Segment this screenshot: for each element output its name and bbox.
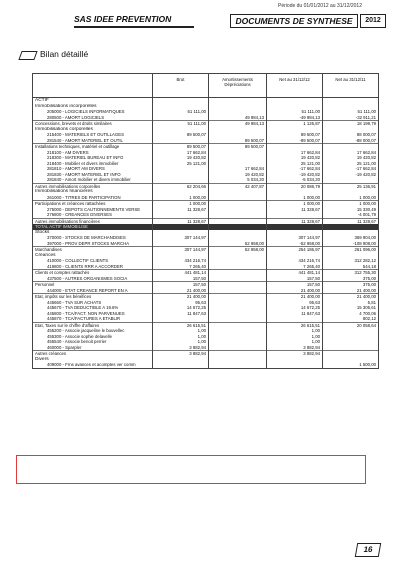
row-label: 455540 - Associe benoit perrier <box>33 339 153 345</box>
balance-sheet-table <box>32 73 379 369</box>
row-label: Divers <box>33 357 153 363</box>
row-value: 52 958,00 <box>209 241 267 247</box>
row-value: 157,50 <box>267 276 323 282</box>
row-value: 26 615,51 <box>153 322 209 328</box>
row-value: 1,00 <box>153 328 209 334</box>
row-label: 445870 - TCA/FACTURES A ETABLIR <box>33 316 153 322</box>
row-value: 375,00 <box>323 282 379 288</box>
row-label: 455300 - Associe sophie delavelle <box>33 334 153 340</box>
period-text: Période du 01/01/2012 au 31/12/2012 <box>278 3 362 9</box>
row-value: 51 111,00 <box>323 109 379 115</box>
row-value: 307 144,97 <box>153 247 209 253</box>
row-value: 51 111,00 <box>153 121 209 127</box>
row-label: 460000 - Sparpler <box>33 345 153 351</box>
row-label: 281830 - AMORT MATERIEL ET INFO <box>33 172 153 178</box>
row-value: 89 500,07 <box>209 144 267 150</box>
row-value: 95,63 <box>267 300 323 306</box>
row-value <box>267 362 323 368</box>
row-label: Personnel <box>33 282 153 288</box>
row-value: 15 330,49 <box>323 207 379 213</box>
row-label: 281810 - AMORT AM DIVERS <box>33 166 153 172</box>
document-year: 2012 <box>360 14 386 28</box>
row-value: 17 662,84 <box>323 150 379 156</box>
row-value: 14 672,25 <box>153 305 209 311</box>
row-value: 11 328,67 <box>267 218 323 224</box>
row-value: -19 420,82 <box>267 172 323 178</box>
row-label: 261000 - TITRES DE PARTICIPATION <box>33 195 153 201</box>
row-value: 5 034,20 <box>209 177 267 183</box>
row-value: 19 420,82 <box>323 155 379 161</box>
row-value: 3 882,94 <box>153 351 209 357</box>
row-label: 370000 - STOCKS DE MARCHANDISES <box>33 235 153 241</box>
row-value: -52 958,00 <box>267 241 323 247</box>
row-label: 445670 - TVA DEDUCTIBLE A 19.6% <box>33 305 153 311</box>
row-value: 1 000,00 <box>323 201 379 207</box>
row-value: 1 000,00 <box>153 201 209 207</box>
row-label: 445800 - TCA/FACT. NON PARVENUES <box>33 311 153 317</box>
row-value: 544,18 <box>323 264 379 270</box>
column-header-amortissements: Amortissements Dépréciations <box>209 74 267 98</box>
row-value: 62 204,66 <box>153 183 209 189</box>
table-header-row <box>33 74 379 98</box>
row-value: 11 847,63 <box>267 311 323 317</box>
column-header-net-2012: Net au 31/12/12 <box>267 74 323 98</box>
row-value: 434 216,74 <box>267 258 323 264</box>
row-label: 419800 - CLIENTS RRR A ACCORDER <box>33 264 153 270</box>
row-value: 52 958,00 <box>209 247 267 253</box>
row-value: 21 400,00 <box>267 288 323 294</box>
row-value <box>153 362 209 368</box>
row-value: 11 328,67 <box>153 218 209 224</box>
row-value: 20 086,79 <box>267 183 323 189</box>
row-value: 21 400,00 <box>323 288 379 294</box>
section-marker-icon <box>18 51 37 60</box>
row-label: Marchandises <box>33 247 153 253</box>
row-label: 215400 - MATERIELS ET OUTILLAGES <box>33 132 153 138</box>
row-value: 375,00 <box>323 276 379 282</box>
row-value: 49 984,13 <box>209 121 267 127</box>
row-value: -17 662,84 <box>267 166 323 172</box>
row-label: 276800 - CREANCES DIVERSES <box>33 212 153 218</box>
row-label: 444000 - ETAT CREANCE REPORT EN A <box>33 288 153 294</box>
row-label: Autres immobilisations financières <box>33 218 153 224</box>
row-value: 11 328,67 <box>267 207 323 213</box>
row-value: 4 700,06 <box>323 311 379 317</box>
row-value: 1,00 <box>267 328 323 334</box>
row-label: Participations et créances rattachées <box>33 201 153 207</box>
row-label: Clients et comptes rattachés <box>33 270 153 276</box>
row-value: 254 186,97 <box>267 247 323 253</box>
row-value: 19 420,82 <box>153 155 209 161</box>
row-value: 1 000,00 <box>153 195 209 201</box>
row-value: 157,50 <box>153 282 209 288</box>
row-value: 11 328,67 <box>153 207 209 213</box>
row-label: 445660 - TVA SUR ACHATS <box>33 300 153 306</box>
row-label: 275000 - DEPOTS CAUTIONNEMENTS VERSE <box>33 207 153 213</box>
row-value: 3 882,94 <box>267 345 323 351</box>
row-value: 19 420,82 <box>209 172 267 178</box>
row-value: 261 096,00 <box>323 247 379 253</box>
row-value: 17 662,84 <box>153 150 209 156</box>
row-value: 307 144,97 <box>153 235 209 241</box>
row-label: 205000 - LOGICIELS INFORMATIQUES <box>33 109 153 115</box>
row-label: Autres immobilisations corporelles <box>33 183 153 189</box>
row-value: 49 984,13 <box>209 115 267 121</box>
row-value: 307 144,97 <box>267 235 323 241</box>
row-label: Etat, impôts sur les bénéfices <box>33 294 153 300</box>
row-value: -4 001,79 <box>323 212 379 218</box>
row-label: Immobilisations corporelles <box>33 127 153 133</box>
row-label: 455200 - Associe jacqueline le bouvellec <box>33 328 153 334</box>
row-value: 7 265,40 <box>153 264 209 270</box>
row-value: 26 615,51 <box>267 322 323 328</box>
row-value: 1 000,00 <box>267 195 323 201</box>
row-value: -49 984,13 <box>267 115 323 121</box>
row-value: 5,81 <box>323 300 379 306</box>
row-value: 17 662,84 <box>209 166 267 172</box>
row-value: 19 420,82 <box>267 155 323 161</box>
column-header-net-2011: Net au 31/12/11 <box>323 74 379 98</box>
row-value: 157,50 <box>153 276 209 282</box>
row-value: -5 034,20 <box>267 177 323 183</box>
row-value: 1,00 <box>153 339 209 345</box>
row-label: Créances <box>33 253 153 259</box>
row-value: -108 908,00 <box>323 241 379 247</box>
row-value: 88 000,07 <box>323 132 379 138</box>
row-value: -89 500,07 <box>267 138 323 144</box>
document-title: DOCUMENTS DE SYNTHESE <box>230 14 358 28</box>
row-value <box>209 362 267 368</box>
row-value: 11 328,67 <box>323 218 379 224</box>
row-value: 14 672,25 <box>267 305 323 311</box>
row-value: 1 000,00 <box>267 201 323 207</box>
row-value: 369 904,00 <box>323 235 379 241</box>
row-label: Stocks <box>33 230 153 236</box>
row-value: 441 481,14 <box>267 270 323 276</box>
row-label: Etat, Taxes sur le chiffre d'affaires <box>33 322 153 328</box>
row-value: 95,63 <box>153 300 209 306</box>
row-value: 312 755,30 <box>323 270 379 276</box>
row-value: 89 500,07 <box>153 144 209 150</box>
row-label: 397000 - PROV DEPR STOCKS MARCHA <box>33 241 153 247</box>
highlight-box <box>16 455 366 484</box>
column-header-brut: Brut <box>153 74 209 98</box>
row-value: 802,12 <box>323 316 379 322</box>
row-value: 25 121,00 <box>323 161 379 167</box>
row-value: 25 121,00 <box>153 161 209 167</box>
row-value: 42 407,87 <box>209 183 267 189</box>
row-label: 437500 - AUTRES ORGANISMES SOCIA <box>33 276 153 282</box>
row-value: 7 265,40 <box>267 264 323 270</box>
section-title: Bilan détaillé <box>40 49 89 59</box>
row-label: ACTIF <box>33 98 153 104</box>
row-label: 218400 - Mobilier et divers immobilier <box>33 161 153 167</box>
row-value: 18 199,79 <box>323 121 379 127</box>
row-label: 218100 - AM DIVERS <box>33 150 153 156</box>
row-label: 410000 - COLLECTIF CLIENTS <box>33 258 153 264</box>
row-value: -17 662,84 <box>323 166 379 172</box>
row-value: 1 000,00 <box>323 195 379 201</box>
row-value: 89 500,07 <box>267 132 323 138</box>
row-value: 312 282,12 <box>323 258 379 264</box>
column-header-label <box>33 74 153 98</box>
row-value: 3 882,94 <box>267 351 323 357</box>
row-value: -32 911,21 <box>323 115 379 121</box>
row-label: 281840 - Amort mobilier et divers immobilier <box>33 177 153 183</box>
row-label: TOTAL ACTIF IMMOBILISE <box>33 224 153 230</box>
table-row <box>33 362 379 368</box>
row-label: 280500 - AMORT LOGICIELS <box>33 115 153 121</box>
row-value: 157,50 <box>267 282 323 288</box>
company-name: SAS IDEE PREVENTION <box>74 13 194 28</box>
row-value: 25 121,00 <box>267 161 323 167</box>
row-value: 11 847,63 <box>153 311 209 317</box>
row-value: 21 400,00 <box>323 294 379 300</box>
row-label: Immobilisations financières <box>33 189 153 195</box>
row-value: 441 481,14 <box>153 270 209 276</box>
table-body <box>33 98 379 369</box>
row-value: 15 305,61 <box>323 305 379 311</box>
row-value: 1 126,87 <box>267 121 323 127</box>
row-value: 1,00 <box>267 339 323 345</box>
page-number: 16 <box>355 543 381 557</box>
row-value: 1 500,00 <box>323 362 379 368</box>
row-value: 25 136,91 <box>323 183 379 189</box>
row-label: 281540 - AMORT MATERIEL ET OUTIL <box>33 138 153 144</box>
row-value: -88 000,07 <box>323 138 379 144</box>
row-label: Concessions, brevets et droits similaires <box>33 121 153 127</box>
row-value: 434 216,74 <box>153 258 209 264</box>
row-value: -19 420,82 <box>323 172 379 178</box>
row-value: 3 882,94 <box>153 345 209 351</box>
row-value: 89 500,07 <box>153 132 209 138</box>
row-label: Immobilisations incorporelles <box>33 104 153 110</box>
row-label: Installations techniques, matériel et outillage <box>33 144 153 150</box>
row-label: 218300 - MATERIEL BUREAU ET INFO <box>33 155 153 161</box>
row-value: 89 500,07 <box>209 138 267 144</box>
row-value: 17 662,84 <box>267 150 323 156</box>
row-value: 1,00 <box>267 334 323 340</box>
row-value: 51 111,00 <box>153 109 209 115</box>
row-value: 21 400,00 <box>267 294 323 300</box>
row-value: 21 400,00 <box>153 294 209 300</box>
row-label: Autres créances <box>33 351 153 357</box>
row-value: 1,00 <box>153 334 209 340</box>
row-value: 20 058,64 <box>323 322 379 328</box>
row-label: 409000 - Frns avances et acomptes ver comm <box>33 362 153 368</box>
row-value: 21 400,00 <box>153 288 209 294</box>
row-value: 51 111,00 <box>267 109 323 115</box>
